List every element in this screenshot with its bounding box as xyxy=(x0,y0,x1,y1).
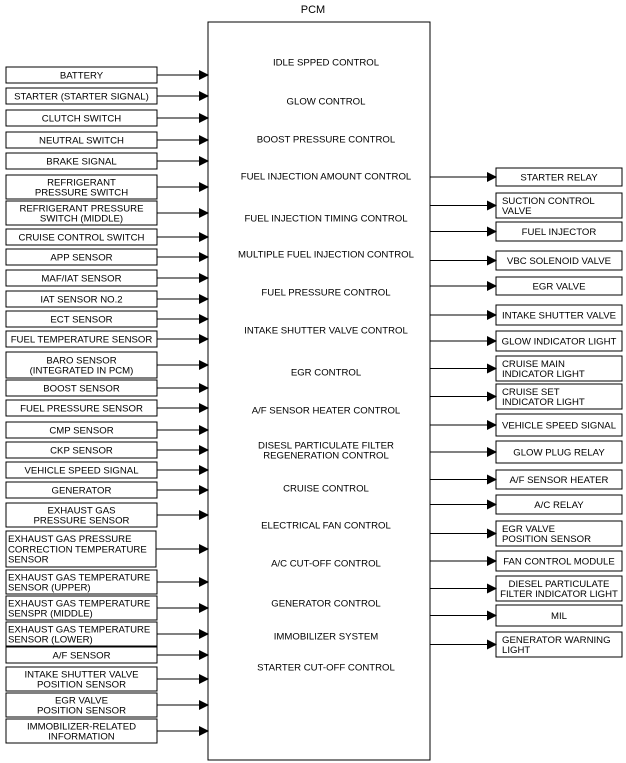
input-signal xyxy=(6,442,208,458)
pcm-function-label: CRUISE CONTROL xyxy=(283,483,369,495)
input-label: MAF/IAT SENSOR xyxy=(41,273,122,285)
input-label: PRESSURE SWITCH xyxy=(34,187,129,199)
input-signal xyxy=(6,667,208,691)
pcm-function-label: IMMOBILIZER SYSTEM xyxy=(273,631,379,643)
input-signal xyxy=(6,462,208,478)
output-label: POSITION SENSOR xyxy=(502,534,592,545)
output-label: FILTER INDICATOR LIGHT xyxy=(500,589,618,600)
output-device xyxy=(430,605,622,626)
input-signal xyxy=(6,88,208,104)
input-signal xyxy=(6,153,208,169)
input-label: INTAKE SHUTTER VALVE xyxy=(24,669,139,681)
pcm-function-label: INTAKE SHUTTER VALVE CONTROL xyxy=(244,325,408,337)
input-signal xyxy=(6,482,208,498)
input-label: EXHAUST GAS TEMPERATURE xyxy=(8,572,151,584)
input-signal xyxy=(6,693,208,717)
input-signal xyxy=(6,249,208,265)
pcm-function-label: DISESL PARTICULATE FILTER xyxy=(258,440,394,452)
output-label: GLOW PLUG RELAY xyxy=(513,447,605,459)
input-signal xyxy=(6,175,208,199)
input-label: GENERATOR xyxy=(51,485,112,497)
input-signal xyxy=(6,622,208,646)
input-label: ECT SENSOR xyxy=(50,314,113,326)
input-label: BOOST SENSOR xyxy=(43,383,120,395)
output-label: A/C RELAY xyxy=(534,499,584,511)
pcm-function-label: IDLE SPPED CONTROL xyxy=(272,57,380,69)
input-label: POSITION SENSOR xyxy=(36,705,127,717)
input-signal xyxy=(6,531,208,567)
pcm-function-label: A/F SENSOR HEATER CONTROL xyxy=(251,405,401,417)
input-label: (INTEGRATED IN PCM) xyxy=(29,365,134,377)
output-label: FUEL INJECTOR xyxy=(521,226,597,238)
input-label: EXHAUST GAS TEMPERATURE xyxy=(8,598,151,610)
output-device xyxy=(430,222,622,241)
input-label: SENSOR (LOWER) xyxy=(8,634,93,646)
output-label: INDICATOR LIGHT xyxy=(502,369,585,380)
pcm-function-label: REGENERATION CONTROL xyxy=(263,450,389,462)
input-label: CRUISE CONTROL SWITCH xyxy=(18,232,145,244)
input-signal xyxy=(6,422,208,438)
output-label: EGR VALVE xyxy=(532,281,586,293)
input-label: FUEL PRESSURE SENSOR xyxy=(20,403,143,415)
input-label: STARTER (STARTER SIGNAL) xyxy=(14,91,149,103)
input-signal xyxy=(6,270,208,286)
input-label: CKP SENSOR xyxy=(50,445,113,457)
output-label: FAN CONTROL MODULE xyxy=(503,556,615,568)
input-label: APP SENSOR xyxy=(50,252,113,264)
pcm-function-label: FUEL INJECTION TIMING CONTROL xyxy=(244,213,408,225)
input-signal xyxy=(6,596,208,620)
output-device xyxy=(430,470,622,489)
pcm-function-label: GENERATOR CONTROL xyxy=(271,598,381,610)
output-device xyxy=(430,277,622,295)
input-label: FUEL TEMPERATURE SENSOR xyxy=(10,334,153,346)
output-label: STARTER RELAY xyxy=(520,172,598,184)
output-label: VEHICLE SPEED SIGNAL xyxy=(501,420,617,432)
output-label: MIL xyxy=(551,610,567,622)
pcm-function-label: EGR CONTROL xyxy=(290,367,362,379)
output-device xyxy=(430,495,622,514)
input-signal xyxy=(6,229,208,245)
output-label: CRUISE SET xyxy=(502,386,560,398)
pcm-function-label: BOOST PRESSURE CONTROL xyxy=(256,134,396,146)
pcm-function-label: FUEL INJECTION AMOUNT CONTROL xyxy=(240,171,412,183)
pcm-title: PCM xyxy=(300,4,326,16)
input-signal xyxy=(6,67,208,83)
output-device xyxy=(430,251,622,270)
input-signal xyxy=(6,352,208,378)
input-signal xyxy=(6,291,208,307)
output-device xyxy=(430,576,622,601)
input-label: PRESSURE SENSOR xyxy=(33,515,130,527)
input-label: POSITION SENSOR xyxy=(36,679,127,691)
output-label: SUCTION CONTROL xyxy=(502,195,595,207)
input-label: IMMOBILIZER-RELATED xyxy=(26,721,137,733)
pcm-function-label: FUEL PRESSURE CONTROL xyxy=(261,287,391,299)
input-label: BATTERY xyxy=(59,70,104,82)
input-label: EXHAUST GAS xyxy=(47,505,116,517)
input-label: NEUTRAL SWITCH xyxy=(39,135,124,147)
output-device xyxy=(430,305,622,325)
input-label: IAT SENSOR NO.2 xyxy=(40,294,123,306)
output-device xyxy=(430,632,622,657)
input-label: EGR VALVE xyxy=(55,695,108,707)
input-label: VEHICLE SPEED SIGNAL xyxy=(24,465,139,477)
pcm-function-label: ELECTRICAL FAN CONTROL xyxy=(261,520,391,532)
input-signal xyxy=(6,110,208,126)
output-label: VBC SOLENOID VALVE xyxy=(506,255,612,267)
input-label: A/F SENSOR xyxy=(52,650,111,662)
input-label: SENSOR xyxy=(8,554,49,566)
input-label: BARO SENSOR xyxy=(46,355,117,367)
pcm-function-label: STARTER CUT-OFF CONTROL xyxy=(257,662,395,674)
output-label: DIESEL PARTICULATE xyxy=(508,578,610,590)
input-label: CLUTCH SWITCH xyxy=(41,113,122,125)
input-signal xyxy=(6,132,208,148)
input-signal xyxy=(6,311,208,327)
input-signal xyxy=(6,647,208,663)
input-signal xyxy=(6,719,208,743)
output-device xyxy=(430,551,622,571)
input-label: EXHAUST GAS PRESSURE xyxy=(8,534,132,546)
input-label: BRAKE SIGNAL xyxy=(46,156,117,168)
pcm-box xyxy=(208,22,430,760)
output-device xyxy=(430,168,622,186)
input-label: CORRECTION TEMPERATURE xyxy=(8,544,147,556)
input-label: REFRIGERANT xyxy=(47,177,116,189)
input-label: SENSPR (MIDDLE) xyxy=(8,608,93,620)
input-label: REFRIGERANT PRESSURE xyxy=(19,203,144,215)
output-device xyxy=(430,414,622,436)
input-signal xyxy=(6,201,208,225)
output-device-list xyxy=(430,168,622,657)
input-signal xyxy=(6,400,208,416)
pcm-function-label: MULTIPLE FUEL INJECTION CONTROL xyxy=(238,249,414,261)
output-label: CRUISE MAIN xyxy=(502,358,565,370)
pcm-function-label: GLOW CONTROL xyxy=(286,96,366,108)
output-label: GENERATOR WARNING xyxy=(502,634,611,646)
output-label: INDICATOR LIGHT xyxy=(502,397,585,408)
output-device xyxy=(430,331,622,351)
output-device xyxy=(430,384,622,409)
input-label: INFORMATION xyxy=(48,731,115,743)
pcm-function-label: A/C CUT-OFF CONTROL xyxy=(271,558,381,570)
output-label: INTAKE SHUTTER VALVE xyxy=(501,310,617,322)
input-signal xyxy=(6,380,208,396)
input-label: SENSOR (UPPER) xyxy=(8,582,91,594)
output-device xyxy=(430,193,622,218)
input-signal xyxy=(6,331,208,347)
output-label: GLOW INDICATOR LIGHT xyxy=(501,336,617,348)
output-label: EGR VALVE xyxy=(502,523,555,535)
input-label: EXHAUST GAS TEMPERATURE xyxy=(8,624,151,636)
input-signal xyxy=(6,503,208,527)
input-label: CMP SENSOR xyxy=(49,425,114,437)
output-label: A/F SENSOR HEATER xyxy=(509,474,609,486)
output-device xyxy=(430,356,622,381)
output-device xyxy=(430,441,622,463)
input-signal xyxy=(6,570,208,594)
output-label: LIGHT xyxy=(502,645,531,656)
output-device xyxy=(430,521,622,546)
input-signal-list xyxy=(6,67,208,743)
input-label: SWITCH (MIDDLE) xyxy=(39,213,124,225)
output-label: VALVE xyxy=(502,206,532,217)
